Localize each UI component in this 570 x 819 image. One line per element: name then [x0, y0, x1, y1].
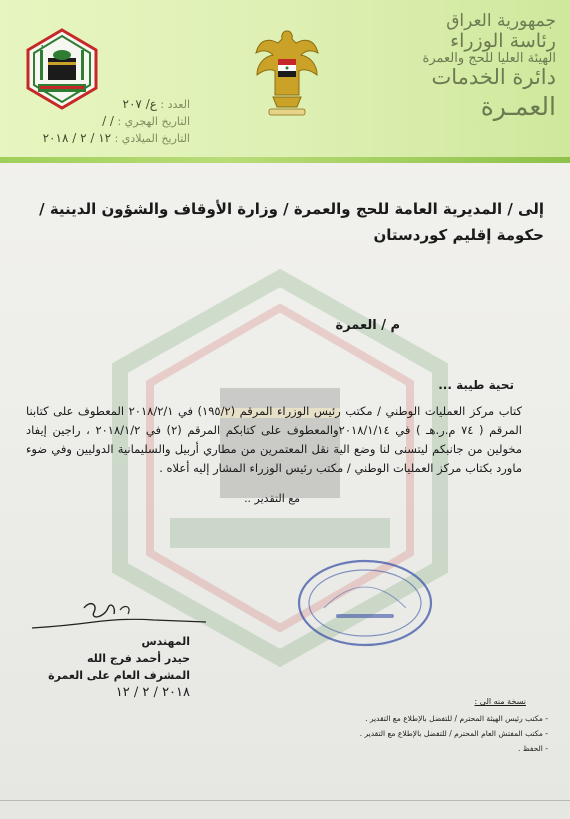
ref-gregorian-row	[30, 130, 190, 147]
ministry-line-3: الهيئة العليا للحج والعمرة	[422, 50, 556, 66]
ref-hijri-label: التاريخ الهجري :	[117, 115, 190, 128]
signer-block	[30, 633, 190, 701]
ministry-header	[406, 12, 556, 120]
ministry-line-4: دائرة الخدمات	[431, 64, 556, 89]
cc-item: - مكتب رئيس الهيئة المحترم / للتفضل بالإطلاع مع التقدير .	[218, 711, 548, 726]
iraq-emblem-icon	[253, 25, 321, 121]
official-stamp	[296, 558, 434, 648]
handwritten-signature	[24, 598, 214, 638]
signer-title: المهندس	[141, 635, 190, 648]
ministry-line-5: العمـرة	[480, 91, 556, 121]
ref-hijri-value: / /	[102, 114, 114, 128]
ref-number-value: ع/ ٢٠٧	[122, 97, 157, 111]
cc-item: - الحفظ .	[218, 741, 548, 756]
ref-hijri-row	[30, 113, 190, 130]
cc-item: - مكتب المفتش العام المحترم / للتفضل بالإطلاع مع التقدير .	[218, 726, 548, 741]
signer-name: حيدر أحمد فرج الله	[86, 652, 190, 665]
footer-divider	[0, 800, 570, 801]
letterhead-divider	[0, 157, 570, 163]
body-paragraph: كتاب مركز العمليات الوطني / مكتب رئيس الوزراء المرقم (١٩٥/٢) في ٢٠١٨/٢/١ المعطوف على كتابنا المرقم ( ٧٤ م.ر.هـ ) في ٢٠١٨/١/١٤والمعطوف على كتابكم المرقم (٢) في ٢٠١٨/١/٢ ، راجين إيفاد مخولين من جانبكم ليتسنى لنا وضع الية نقل المعتمرين من مطاري أربيل والسليمانية الدوليين وفي ضوء ماورد بكتاب مركز العمليات الوطني / مكتب رئيس الوزراء المشار إليه أعلاه .	[26, 404, 522, 475]
cc-list	[218, 711, 548, 756]
signer-position: المشرف العام على العمرة	[48, 669, 190, 682]
ministry-line-2: رئاسة الوزراء	[450, 29, 556, 52]
ref-number-row	[30, 96, 190, 113]
ref-number-label: العدد :	[160, 98, 190, 111]
greeting: تحية طيبة ...	[438, 378, 514, 392]
reference-block	[30, 96, 190, 147]
signature-date: ٢٠١٨ / ٢ / ١٢	[115, 685, 190, 700]
ref-gregorian-label: التاريخ الميلادي :	[114, 132, 190, 145]
closing-regards: مع التقدير ..	[244, 492, 300, 505]
subject-line: م / العمرة	[335, 318, 400, 333]
cc-title: نسخة منه الى :	[474, 697, 526, 706]
ministry-line-1: جمهورية العراق	[446, 11, 556, 31]
ref-gregorian-value: ١٢ / ٢ / ٢٠١٨	[42, 131, 112, 145]
recipient-address: إلى / المديرية العامة للحج والعمرة / وزارة الأوقاف والشؤون الدينية / حكومة إقليم كوردستان	[39, 200, 544, 244]
